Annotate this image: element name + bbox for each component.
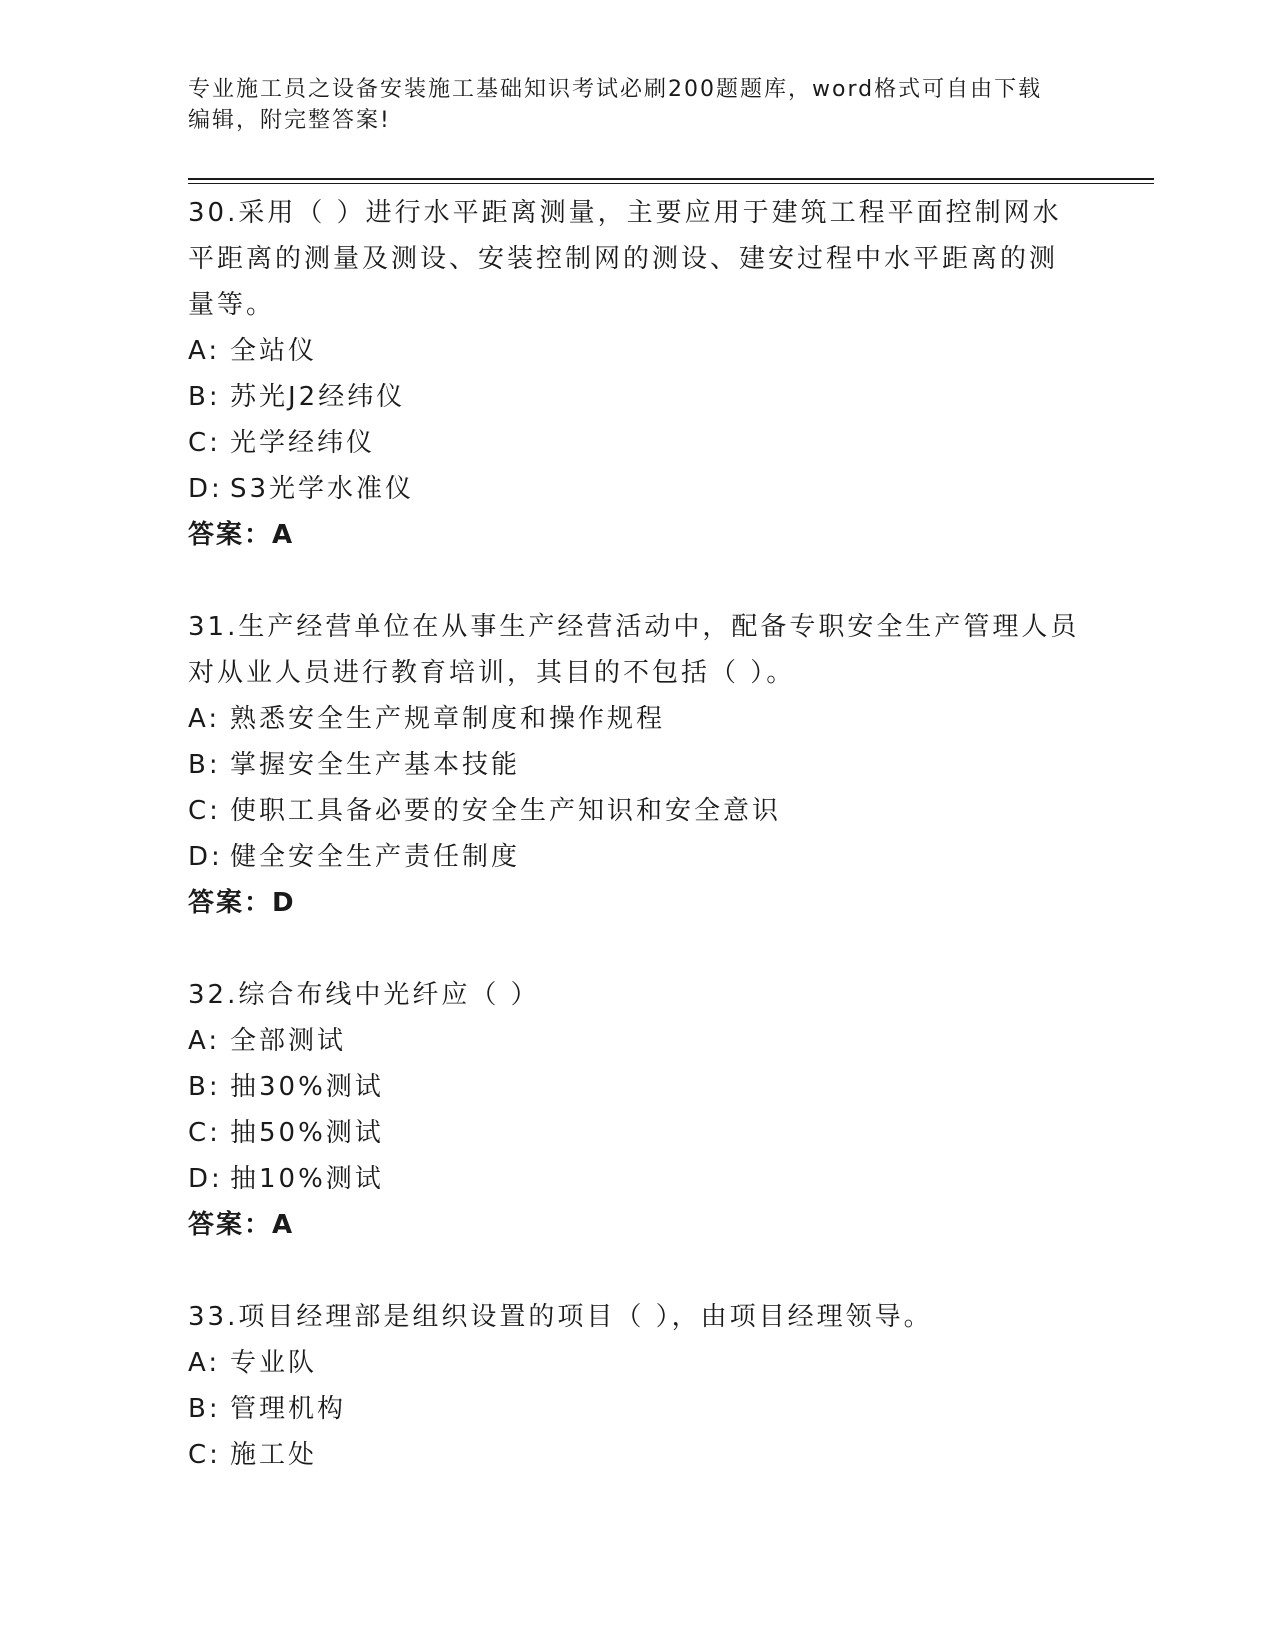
- option-text: 使职工具备必要的安全生产知识和安全意识: [230, 796, 782, 826]
- option-key: A:: [188, 704, 221, 734]
- question-stem-line: 32.综合布线中光纤应（ ）: [188, 980, 540, 1010]
- option-c: [188, 420, 1088, 466]
- option-key: C:: [188, 1118, 221, 1148]
- option-text: 施工处: [230, 1440, 318, 1470]
- header-title-line-2: 编辑，附完整答案!: [188, 108, 391, 133]
- question-stem: [188, 972, 1088, 1018]
- question-stem-line: 31.生产经营单位在从事生产经营活动中，配备专职安全生产管理人员: [188, 612, 1080, 642]
- option-c: [188, 1432, 1088, 1478]
- question-30: [188, 190, 1088, 558]
- option-a: [188, 1018, 1088, 1064]
- option-key: B:: [188, 750, 221, 780]
- header-divider-thin: [188, 183, 1154, 184]
- option-key: B:: [188, 382, 221, 412]
- question-list: [188, 190, 1088, 1478]
- question-stem-line: 30.采用（ ）进行水平距离测量，主要应用于建筑工程平面控制网水: [188, 198, 1062, 228]
- option-a: [188, 696, 1088, 742]
- answer-line: 答案：D: [188, 888, 296, 918]
- option-text: S3光学水准仪: [230, 474, 415, 504]
- question-31: [188, 604, 1088, 926]
- option-d: [188, 834, 1088, 880]
- answer-line: 答案：A: [188, 520, 295, 550]
- question-stem-line: 量等。: [188, 290, 276, 320]
- question-stem: [188, 1294, 1088, 1340]
- question-stem: [188, 604, 1088, 696]
- option-key: D:: [188, 474, 223, 504]
- option-key: C:: [188, 1440, 221, 1470]
- question-32: [188, 972, 1088, 1248]
- option-text: 健全安全生产责任制度: [230, 842, 521, 872]
- header-divider-thick: [188, 178, 1154, 180]
- option-text: 全部测试: [230, 1026, 347, 1056]
- option-text: 管理机构: [230, 1394, 347, 1424]
- option-key: D:: [188, 1164, 223, 1194]
- option-text: 苏光J2经纬仪: [230, 382, 406, 412]
- option-key: C:: [188, 796, 221, 826]
- option-key: A:: [188, 1026, 221, 1056]
- option-b: [188, 374, 1088, 420]
- option-key: B:: [188, 1394, 221, 1424]
- option-d: [188, 1156, 1088, 1202]
- document-header: [188, 74, 1088, 136]
- option-d: [188, 466, 1088, 512]
- question-stem-line: 平距离的测量及测设、安装控制网的测设、建安过程中水平距离的测: [188, 244, 1059, 274]
- option-b: [188, 1064, 1088, 1110]
- question-stem: [188, 190, 1088, 328]
- option-key: C:: [188, 428, 221, 458]
- option-a: [188, 1340, 1088, 1386]
- option-key: A:: [188, 1348, 221, 1378]
- option-b: [188, 742, 1088, 788]
- question-stem-line: 33.项目经理部是组织设置的项目（ ），由项目经理领导。: [188, 1302, 933, 1332]
- option-text: 抽50%测试: [230, 1118, 384, 1148]
- option-c: [188, 788, 1088, 834]
- option-text: 抽10%测试: [230, 1164, 384, 1194]
- option-b: [188, 1386, 1088, 1432]
- option-c: [188, 1110, 1088, 1156]
- option-key: A:: [188, 336, 221, 366]
- question-33: [188, 1294, 1088, 1478]
- option-text: 光学经纬仪: [230, 428, 376, 458]
- option-text: 抽30%测试: [230, 1072, 384, 1102]
- answer-line: 答案：A: [188, 1210, 295, 1240]
- option-key: B:: [188, 1072, 221, 1102]
- option-text: 熟悉安全生产规章制度和操作规程: [230, 704, 666, 734]
- option-text: 掌握安全生产基本技能: [230, 750, 521, 780]
- question-stem-line: 对从业人员进行教育培训，其目的不包括（ ）。: [188, 658, 796, 688]
- option-key: D:: [188, 842, 223, 872]
- option-text: 专业队: [230, 1348, 318, 1378]
- option-a: [188, 328, 1088, 374]
- header-title-line-1: 专业施工员之设备安装施工基础知识考试必刷200题题库，word格式可自由下载: [188, 77, 1043, 102]
- option-text: 全站仪: [230, 336, 318, 366]
